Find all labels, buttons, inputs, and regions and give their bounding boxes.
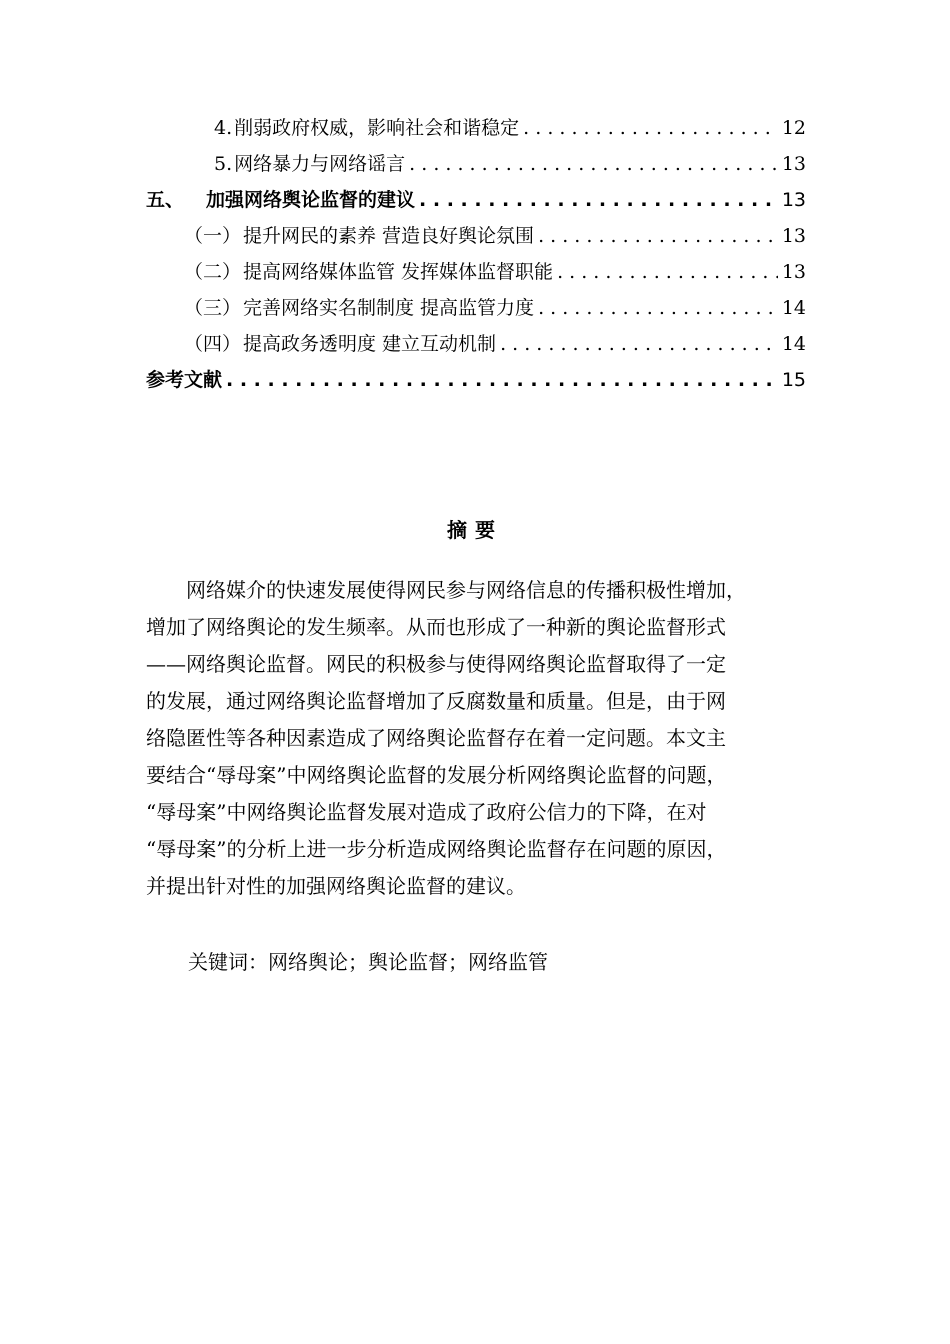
- abstract-line: “辱母案”的分析上进一步分析造成网络舆论监督存在问题的原因，: [146, 837, 727, 861]
- abstract-line: “辱母案”中网络舆论监督发展对造成了政府公信力的下降，在对: [146, 800, 707, 824]
- abstract-title: 摘要: [447, 518, 503, 542]
- toc-entry-title: 加强网络舆论监督的建议: [206, 189, 416, 211]
- abstract-body: [146, 572, 808, 905]
- abstract-line: ——网络舆论监督。网民的积极参与使得网络舆论监督取得了一定: [146, 652, 726, 676]
- toc-entry-number: 4.: [214, 117, 233, 139]
- toc-entry[interactable]: [146, 254, 806, 290]
- abstract-line: 的发展，通过网络舆论监督增加了反腐数量和质量。但是，由于网: [146, 689, 726, 713]
- abstract-line: 要结合“辱母案”中网络舆论监督的发展分析网络舆论监督的问题，: [146, 763, 727, 787]
- toc-page-number: 13: [781, 189, 806, 211]
- abstract-line: 并提出针对性的加强网络舆论监督的建议。: [146, 874, 526, 898]
- toc-entry[interactable]: [146, 326, 806, 362]
- toc-entry-title: 完善网络实名制制度 提高监管力度: [243, 297, 535, 319]
- table-of-contents: [146, 110, 806, 398]
- toc-page-number: 12: [781, 117, 806, 139]
- toc-entry[interactable]: [146, 146, 806, 182]
- toc-page-number: 15: [781, 369, 806, 391]
- toc-page-number: 13: [781, 261, 806, 283]
- toc-dot-leader: [409, 146, 778, 182]
- toc-dot-leader: [500, 326, 778, 362]
- toc-page-number: 13: [781, 153, 806, 175]
- toc-entry[interactable]: [146, 110, 806, 146]
- toc-dot-leader: [419, 182, 778, 218]
- toc-dot-leader: [538, 218, 778, 254]
- toc-page-number: 14: [781, 333, 806, 355]
- abstract-line: 增加了网络舆论的发生频率。从而也形成了一种新的舆论监督形式: [146, 615, 726, 639]
- toc-entry-heading[interactable]: [146, 182, 806, 218]
- toc-entry-title: 削弱政府权威，影响社会和谐稳定: [234, 117, 520, 139]
- toc-entry[interactable]: [146, 290, 806, 326]
- toc-dot-leader: [523, 110, 778, 146]
- toc-entry-number: （三）: [184, 297, 242, 319]
- toc-entry-references[interactable]: [146, 362, 806, 398]
- toc-entry-title: 提高政务透明度 建立互动机制: [243, 333, 497, 355]
- keywords-line: 关键词：网络舆论；舆论监督；网络监管: [188, 950, 548, 974]
- toc-entry-number: 5.: [214, 153, 233, 175]
- toc-page-number: 13: [781, 225, 806, 247]
- toc-entry-number: （一）: [184, 225, 242, 247]
- toc-entry-title: 提升网民的素养 营造良好舆论氛围: [243, 225, 535, 247]
- toc-dot-leader: [538, 290, 778, 326]
- toc-entry-number: （四）: [184, 333, 242, 355]
- toc-entry-number: 五、: [146, 189, 185, 211]
- abstract-line: 络隐匿性等各种因素造成了网络舆论监督存在着一定问题。本文主: [146, 726, 726, 750]
- toc-entry-title: 参考文献: [146, 369, 223, 391]
- toc-entry-title: 提高网络媒体监管 发挥媒体监督职能: [243, 261, 554, 283]
- toc-entry-title: 网络暴力与网络谣言: [234, 153, 406, 175]
- toc-entry-number: （二）: [184, 261, 242, 283]
- toc-entry[interactable]: [146, 218, 806, 254]
- abstract-line: 网络媒介的快速发展使得网民参与网络信息的传播积极性增加，: [146, 578, 746, 602]
- toc-dot-leader: [557, 254, 778, 290]
- toc-page-number: 14: [781, 297, 806, 319]
- toc-dot-leader: [226, 362, 778, 398]
